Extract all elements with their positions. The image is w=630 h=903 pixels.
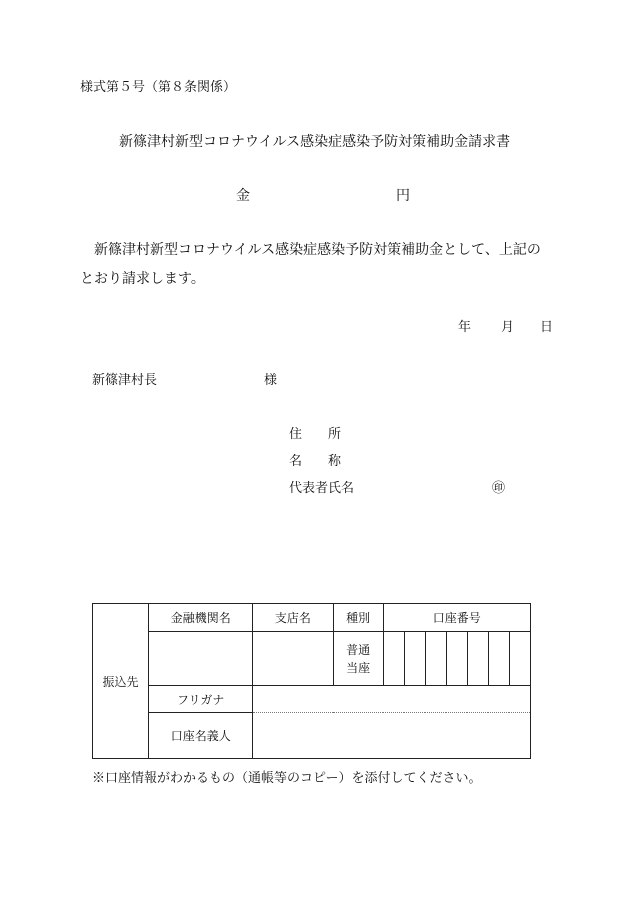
date-day-label: 日 (540, 320, 554, 335)
date-year-label: 年 (458, 320, 472, 335)
applicant-representative-label: 代表者氏名 (289, 481, 355, 496)
applicant-address-label: 住 所 (289, 427, 342, 442)
form-number: 様式第５号（第８条関係） (80, 80, 237, 95)
bank-name-header: 金融機関名 (149, 604, 253, 632)
account-digit-cell[interactable] (488, 632, 509, 686)
furigana-label: フリガナ (149, 686, 253, 713)
account-type-header: 種別 (333, 604, 383, 632)
addressee-name: 新篠津村長 (92, 373, 158, 388)
type-option-current: 当座 (346, 660, 371, 675)
account-holder-label: 口座名義人 (149, 713, 253, 759)
amount-label: 金 (236, 188, 250, 204)
account-digit-cell[interactable] (509, 632, 530, 686)
seal-icon: ㊞ (492, 481, 506, 496)
account-holder-cell[interactable] (253, 713, 531, 759)
account-digit-cell[interactable] (425, 632, 446, 686)
addressee-honorific: 様 (264, 373, 278, 388)
request-statement: 新篠津村新型コロナウイルス感染症感染予防対策補助金として、上記のとおり請求します。 (80, 242, 541, 287)
bank-transfer-table (92, 603, 531, 759)
transfer-destination-label: 振込先 (93, 604, 149, 759)
branch-header: 支店名 (253, 604, 333, 632)
branch-cell[interactable] (253, 632, 333, 686)
account-digit-cell[interactable] (446, 632, 467, 686)
bank-name-cell[interactable] (149, 632, 253, 686)
date-month-label: 月 (501, 320, 515, 335)
furigana-cell[interactable] (253, 686, 531, 713)
amount-unit: 円 (396, 188, 410, 204)
account-digit-cell[interactable] (383, 632, 404, 686)
type-option-ordinary: 普通 (346, 642, 371, 657)
account-digit-cell[interactable] (467, 632, 488, 686)
account-type-cell[interactable] (333, 632, 383, 686)
applicant-name-label: 名 称 (289, 454, 342, 469)
document-title: 新篠津村新型コロナウイルス感染症感染予防対策補助金請求書 (119, 134, 511, 150)
account-digit-cell[interactable] (404, 632, 425, 686)
attachment-note: ※口座情報がわかるもの（通帳等のコピー）を添付してください。 (92, 771, 482, 786)
account-number-header: 口座番号 (383, 604, 530, 632)
